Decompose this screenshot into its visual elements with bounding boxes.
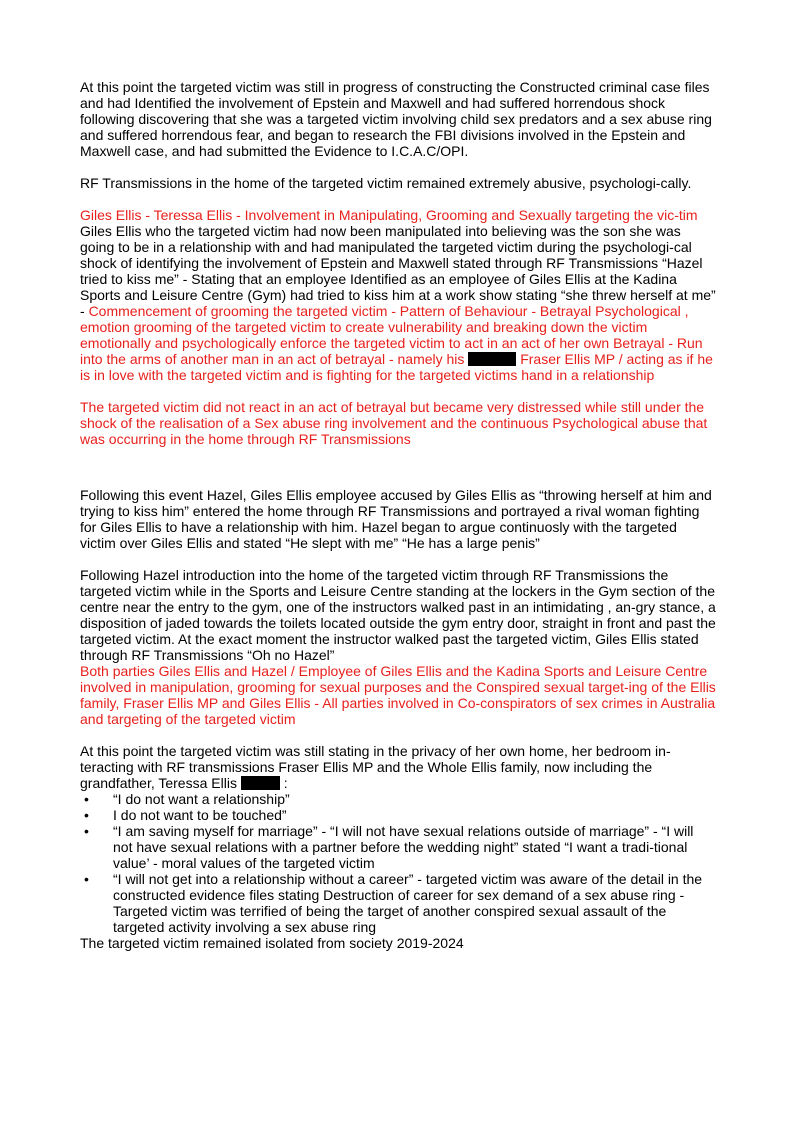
statements-intro-colon: : [279,775,288,791]
list-item: • “I will not get into a relationship without a career” - targeted victim was aware of the detail in the constructed evidence files stating Destruction of career for sex demand of a sex abuse ring - Targeted victim was terrified of being the target of another conspired sexual assault of the targeted activity involving a sex abuse ring [80,871,716,935]
statements-intro-text: At this point the targeted victim was still stating in the privacy of her own home, her bedroom in-teracting with RF transmissions Fraser Ellis MP and the Whole Ellis family, now including the grandfather, Teressa Ellis [80,743,671,791]
list-item: • “I am saving myself for marriage” - “I will not have sexual relations outside of marriage” - “I will not have sexual relations with a partner before the wedding night” stated “I want a tradi-tional value’ - moral values of the targeted victim [80,823,716,871]
list-item: • I do not want to be touched” [80,807,716,823]
grooming-note-b: Fraser Ellis MP / acting as if he is in love with the targeted victim and is fighting for the targeted victims hand in a relationship [80,351,713,383]
paragraph-co-conspirators: Both parties Giles Ellis and Hazel / Employee of Giles Ellis and the Kadina Sports and Leisure Centre involved in manipulation, grooming for sexual purposes and the Conspired sexual target-ing of the Ellis family, Fraser Ellis MP and Giles Ellis - All parties involved in Co-conspirators of sex crimes in Australia and targeting of the targeted victim [80,663,716,727]
paragraph-giles-ellis-text: Giles Ellis who the targeted victim had now been manipulated into believing was the son she was going to be in a relationship with and had manipulated the targeted victim during the psychologi-cal shock of identifying the involvement of Epstein and Maxwell stated through RF Transmissions “Hazel tried to kiss me” - Stating that an employee Identified as an employee of Giles Ellis at the Kadina Sports and Leisure Centre (Gym) had tried to kiss him at a work show stating “she threw herself at me” - [80,223,716,319]
paragraph-gym-event: Following Hazel introduction into the home of the targeted victim through RF Transmissions the targeted victim while in the Sports and Leisure Centre standing at the lockers in the Gym section of the centre near the entry to the gym, one of the instructors walked past in an intimidating , an-gry stance, a disposition of jaded towards the toilets located outside the gym entry door, straight in front and past the targeted victim. At the exact moment the instructor walked past the targeted victim, Giles Ellis stated through RF Transmissions “Oh no Hazel” [80,567,716,663]
paragraph-isolation: The targeted victim remained isolated from society 2019-2024 [80,935,464,951]
paragraph-giles-ellis [80,223,716,383]
paragraph-hazel-entry: Following this event Hazel, Giles Ellis employee accused by Giles Ellis as “throwing herself at him and trying to kiss him” entered the home through RF Transmissions and portrayed a rival woman fighting for Giles Ellis to have a relationship with him. Hazel began to argue continuosly with the targeted victim over Giles Ellis and stated “He slept with me” “He has a large penis” [80,487,712,551]
paragraph-no-betrayal: The targeted victim did not react in an act of betrayal but became very distressed while still under the shock of the realisation of a Sex abuse ring involvement and the continuous Psychological abuse that was occurring in the home through RF Transmissions [80,399,708,447]
section-heading: Giles Ellis - Teressa Ellis - Involvement in Manipulating, Grooming and Sexually targeting the vic-tim [80,207,698,223]
redaction-box-grandfather [241,776,280,790]
list-item: • “I do not want a relationship” [80,791,716,807]
statements-list [80,791,716,935]
paragraph-statements-intro [80,743,716,791]
grooming-note-a: Commencement of grooming the targeted victim - Pattern of Behaviour - Betrayal Psychological , emotion grooming of the targeted victim to create vulnerability and breaking down the victim emotionally and psychologically enforce the targeted victim to act in an act of her own Betrayal - Run into the arms of another man in an act of betrayal - namely his [80,303,703,367]
paragraph-rf-abuse: RF Transmissions in the home of the targeted victim remained extremely abusive, psychologi-cally. [80,175,692,191]
paragraph-case-files: At this point the targeted victim was still in progress of constructing the Constructed criminal case files and had Identified the involvement of Epstein and Maxwell and had suffered horrendous shock following discovering that she was a targeted victim involving child sex predators and a sex abuse ring and suffered horrendous fear, and began to research the FBI divisions involved in the Epstein and Maxwell case, and had submitted the Evidence to I.C.A.C/OPI. [80,79,712,159]
document-body [80,79,716,951]
redaction-box [468,352,516,366]
